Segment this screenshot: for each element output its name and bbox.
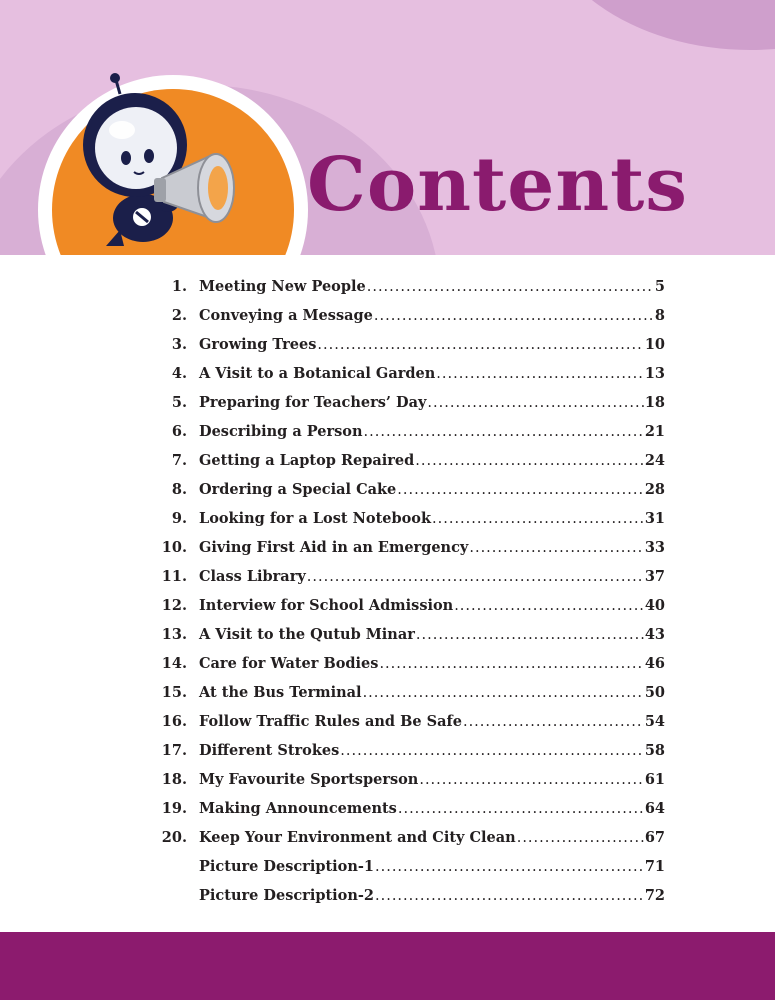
toc-entry-title: A Visit to a Botanical Garden <box>199 365 436 382</box>
toc-entry-title: Looking for a Lost Notebook <box>199 510 432 527</box>
toc-entry-title: Different Strokes <box>199 742 340 759</box>
toc-entry-title: Ordering a Special Cake <box>199 481 397 498</box>
toc-entry-number: 5. <box>171 394 187 411</box>
toc-entry-title: Picture Description-2 <box>199 887 374 904</box>
robot-megaphone-mascot-icon <box>40 60 310 255</box>
toc-entry[interactable] <box>145 742 665 771</box>
toc-entry-number: 7. <box>171 452 187 469</box>
toc-entry[interactable] <box>145 829 665 858</box>
toc-entry-page: 13 <box>644 365 665 382</box>
page-title: Contents <box>307 142 688 228</box>
toc-entry[interactable] <box>145 655 665 684</box>
toc-entry[interactable] <box>145 684 665 713</box>
toc-entry-number: 2. <box>171 307 187 324</box>
toc-entry-number: 20. <box>161 829 187 846</box>
toc-entry-page: 50 <box>644 684 665 701</box>
toc-entry[interactable] <box>145 336 665 365</box>
footer-bar <box>0 932 775 1000</box>
toc-entry-title: Keep Your Environment and City Clean <box>199 829 516 846</box>
toc-entry[interactable] <box>145 597 665 626</box>
toc-entry[interactable] <box>145 510 665 539</box>
toc-entry-page: 24 <box>644 452 665 469</box>
toc-entry-title: Interview for School Admission <box>199 597 454 614</box>
toc-entry-title: A Visit to the Qutub Minar <box>199 626 415 643</box>
toc-leader-dots <box>415 453 644 469</box>
toc-entry[interactable] <box>145 452 665 481</box>
toc-entry-number: 14. <box>161 655 187 672</box>
toc-leader-dots <box>379 656 643 672</box>
toc-entry-page: 54 <box>644 713 665 730</box>
toc-entry[interactable] <box>145 887 665 916</box>
toc-entry-page: 43 <box>644 626 665 643</box>
toc-entry-page: 31 <box>644 510 665 527</box>
toc-entry-title: Meeting New People <box>199 278 366 295</box>
toc-entry-number: 11. <box>161 568 187 585</box>
toc-leader-dots <box>463 714 644 730</box>
toc-entry[interactable] <box>145 800 665 829</box>
toc-entry-page: 5 <box>654 278 665 295</box>
toc-leader-dots <box>364 424 644 440</box>
toc-entry-page: 72 <box>644 887 665 904</box>
toc-entry[interactable] <box>145 858 665 887</box>
toc-entry-number: 13. <box>161 626 187 643</box>
toc-leader-dots <box>374 308 654 324</box>
toc-leader-dots <box>454 598 644 614</box>
toc-leader-dots <box>340 743 644 759</box>
table-of-contents <box>145 278 665 916</box>
toc-entry[interactable] <box>145 771 665 800</box>
toc-leader-dots <box>416 627 644 643</box>
toc-entry-title: Growing Trees <box>199 336 317 353</box>
toc-entry-number: 3. <box>171 336 187 353</box>
toc-entry-number: 16. <box>161 713 187 730</box>
toc-entry-number: 9. <box>171 510 187 527</box>
toc-leader-dots <box>469 540 643 556</box>
toc-leader-dots <box>363 685 644 701</box>
toc-entry[interactable] <box>145 307 665 336</box>
toc-entry-number: 15. <box>161 684 187 701</box>
toc-entry-page: 58 <box>644 742 665 759</box>
toc-entry-page: 18 <box>644 394 665 411</box>
toc-entry-page: 61 <box>644 771 665 788</box>
toc-entry-page: 21 <box>644 423 665 440</box>
toc-leader-dots <box>317 337 643 353</box>
toc-entry-title: Follow Traffic Rules and Be Safe <box>199 713 462 730</box>
toc-entry[interactable] <box>145 713 665 742</box>
toc-entry-page: 33 <box>644 539 665 556</box>
toc-entry-number: 18. <box>161 771 187 788</box>
header-banner <box>0 0 775 255</box>
toc-entry[interactable] <box>145 539 665 568</box>
toc-entry-title: Preparing for Teachers’ Day <box>199 394 427 411</box>
toc-entry-page: 64 <box>644 800 665 817</box>
toc-leader-dots <box>427 395 643 411</box>
toc-entry-page: 37 <box>644 568 665 585</box>
toc-entry-number: 4. <box>171 365 187 382</box>
toc-leader-dots <box>397 482 644 498</box>
toc-entry[interactable] <box>145 394 665 423</box>
toc-leader-dots <box>398 801 644 817</box>
toc-entry-title: Getting a Laptop Repaired <box>199 452 415 469</box>
toc-entry-title: Care for Water Bodies <box>199 655 379 672</box>
header-decor-circle <box>535 0 775 50</box>
toc-entry-page: 10 <box>644 336 665 353</box>
toc-entry[interactable] <box>145 626 665 655</box>
toc-entry-page: 8 <box>654 307 665 324</box>
toc-entry-number: 12. <box>161 597 187 614</box>
toc-leader-dots <box>375 888 644 904</box>
toc-entry-title: At the Bus Terminal <box>199 684 362 701</box>
toc-entry-page: 28 <box>644 481 665 498</box>
toc-leader-dots <box>367 279 654 295</box>
toc-entry-page: 71 <box>644 858 665 875</box>
toc-entry-page: 67 <box>644 829 665 846</box>
toc-entry-page: 46 <box>644 655 665 672</box>
toc-entry-page: 40 <box>644 597 665 614</box>
toc-entry-number: 10. <box>161 539 187 556</box>
toc-entry-number: 17. <box>161 742 187 759</box>
toc-leader-dots <box>375 859 644 875</box>
toc-entry-number: 8. <box>171 481 187 498</box>
toc-entry[interactable] <box>145 481 665 510</box>
toc-leader-dots <box>432 511 644 527</box>
toc-entry-number: 19. <box>161 800 187 817</box>
toc-entry[interactable] <box>145 365 665 394</box>
toc-entry[interactable] <box>145 278 665 307</box>
toc-entry-title: Making Announcements <box>199 800 397 817</box>
toc-entry[interactable] <box>145 423 665 452</box>
toc-entry-title: Picture Description-1 <box>199 858 374 875</box>
toc-leader-dots <box>436 366 644 382</box>
toc-entry-number: 1. <box>171 278 187 295</box>
toc-entry-title: Describing a Person <box>199 423 363 440</box>
toc-entry-title: Giving First Aid in an Emergency <box>199 539 469 556</box>
toc-entry[interactable] <box>145 568 665 597</box>
toc-leader-dots <box>307 569 644 585</box>
toc-entry-title: Class Library <box>199 568 306 585</box>
toc-leader-dots <box>517 830 644 846</box>
toc-entry-number: 6. <box>171 423 187 440</box>
toc-entry-title: My Favourite Sportsperson <box>199 771 419 788</box>
toc-entry-title: Conveying a Message <box>199 307 373 324</box>
toc-leader-dots <box>419 772 643 788</box>
